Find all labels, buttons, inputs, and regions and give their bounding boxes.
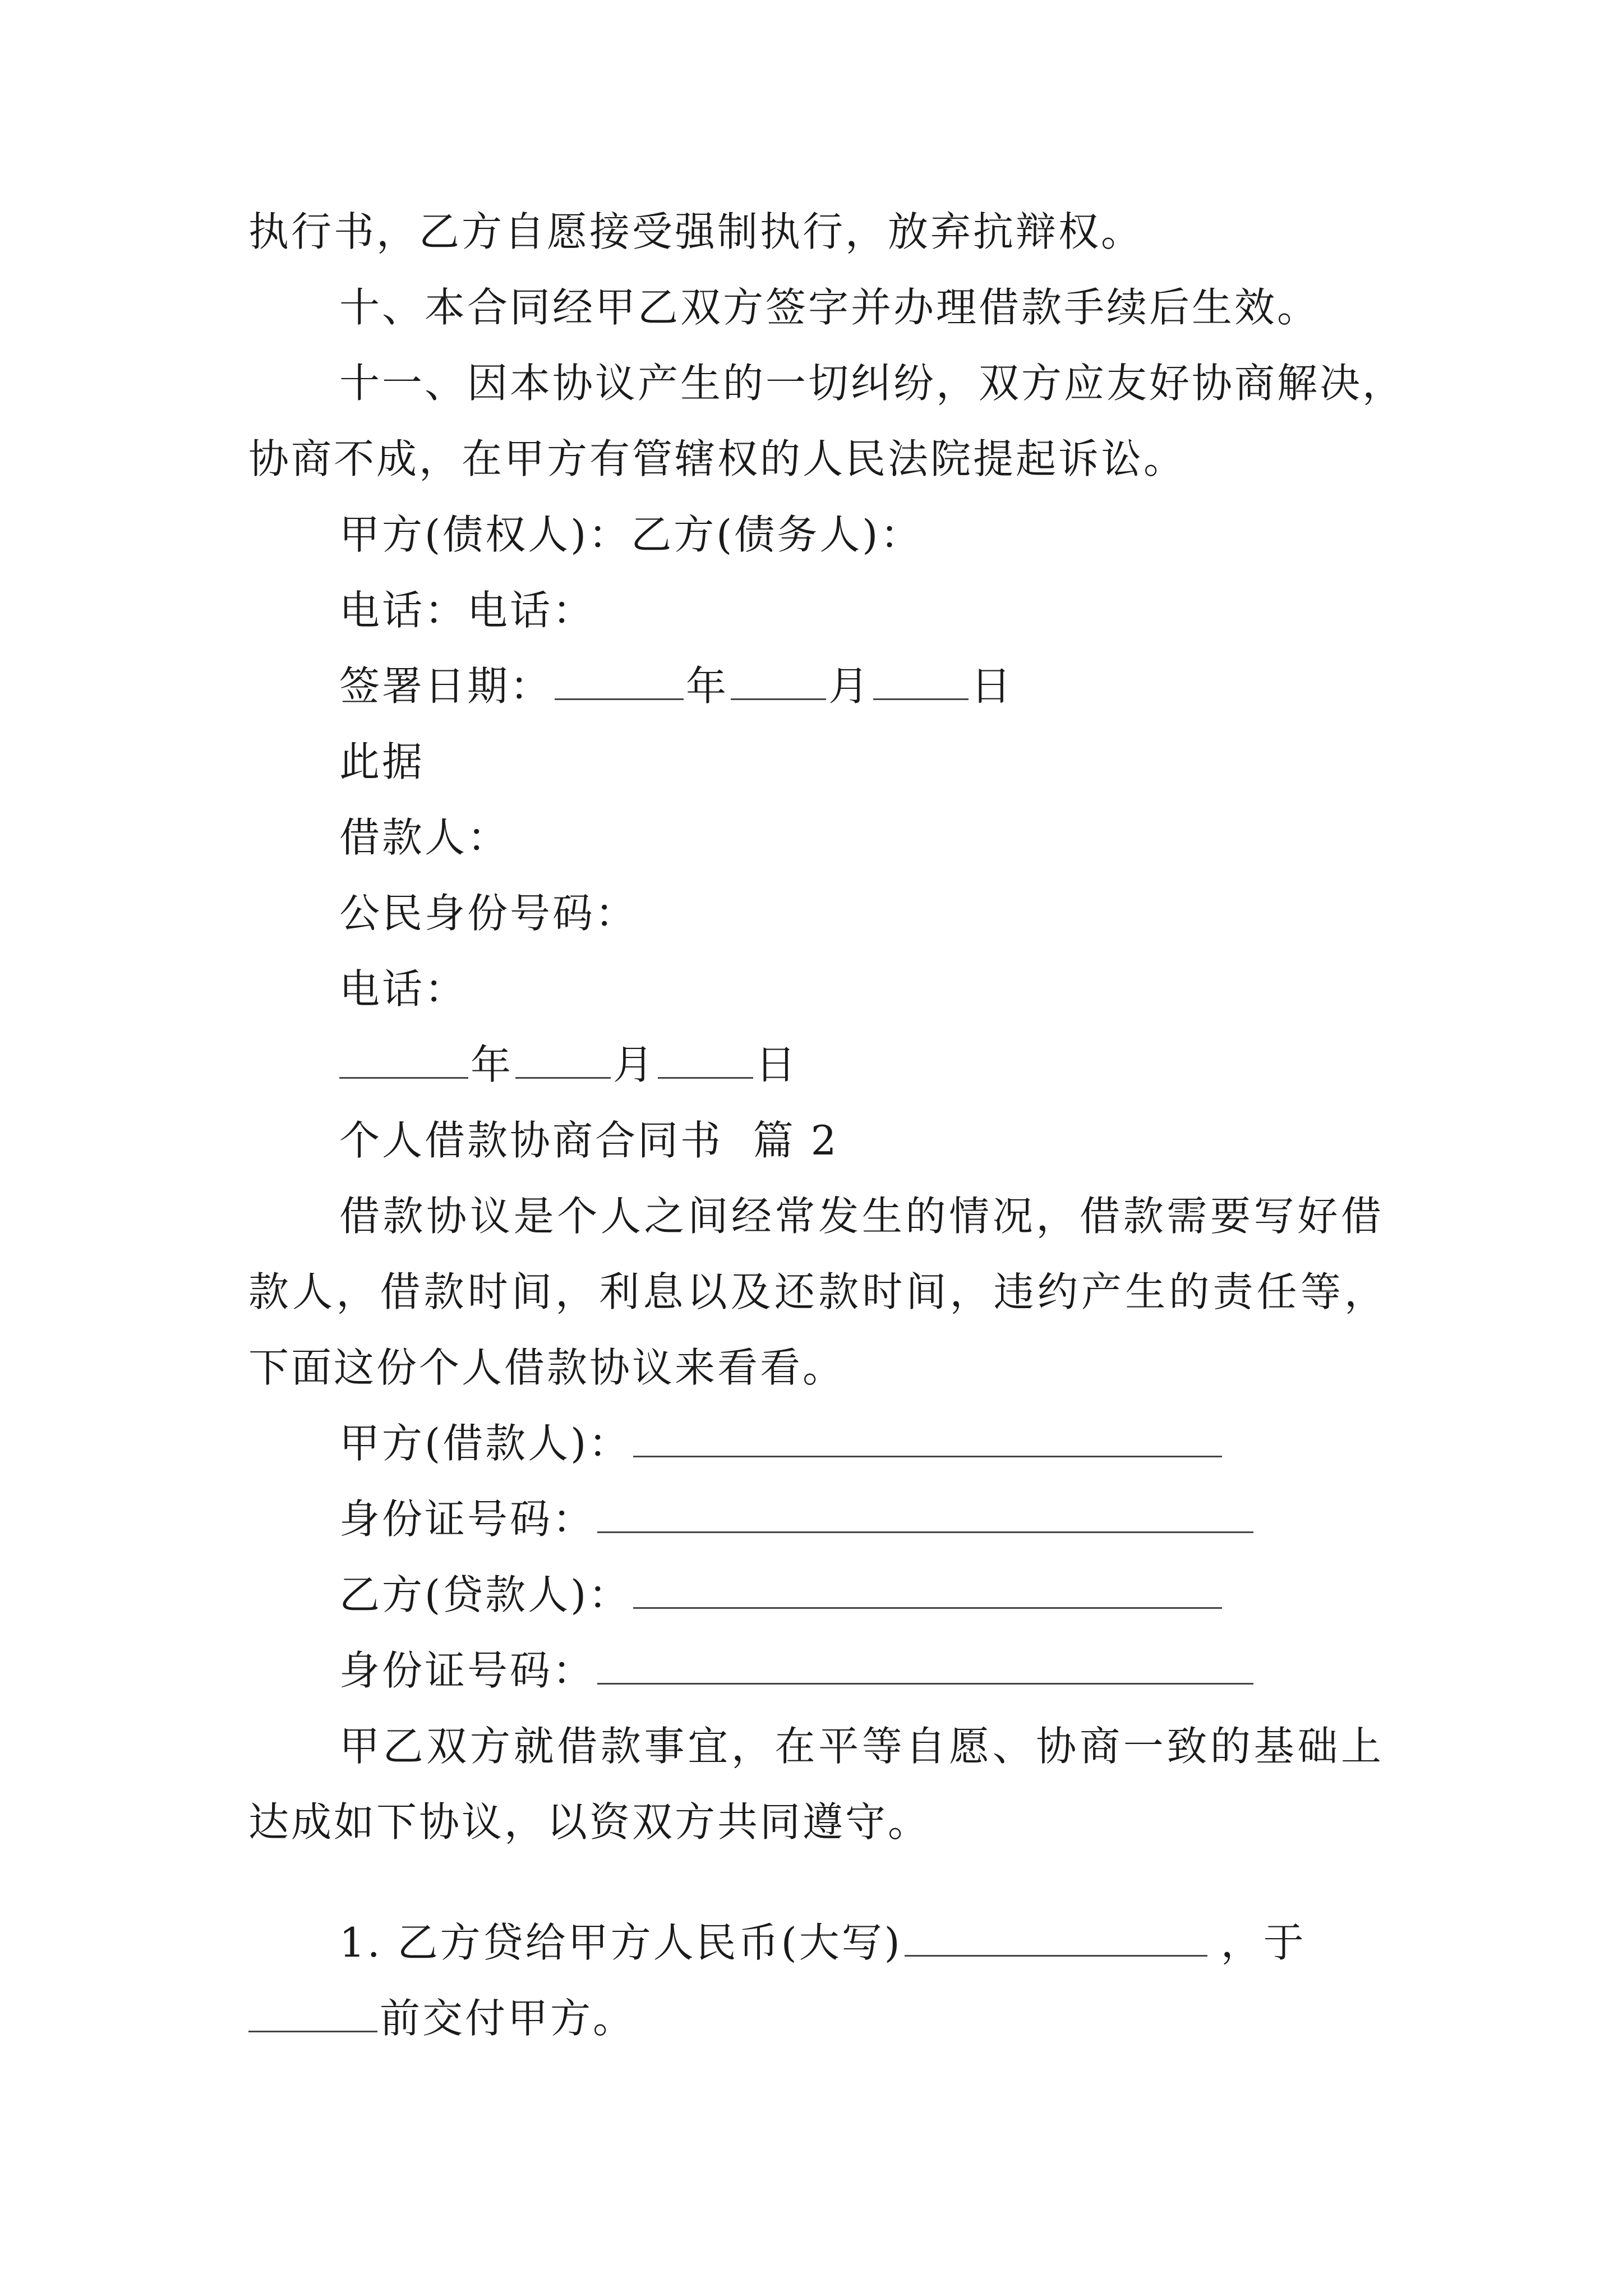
day-blank	[873, 659, 969, 700]
month-blank	[731, 659, 826, 700]
borrower-id-label: 身份证号码：	[339, 1496, 596, 1543]
lender-name-blank	[633, 1568, 1222, 1609]
clause-1-line-2-text: 前交付甲方。	[380, 1995, 636, 2042]
agreement-line-1: 甲乙双方就借款事宜，在平等自愿、协商一致的基础上	[339, 1723, 1384, 1770]
lender-party-line	[339, 1568, 1224, 1622]
amount-blank	[905, 1916, 1207, 1957]
borrower-party-line	[339, 1416, 1224, 1470]
phone-line-2: 电话：	[339, 965, 468, 1013]
clause-1-line-1	[339, 1916, 1306, 1970]
signing-date-label: 签署日期：	[339, 662, 553, 710]
signing-date-line	[339, 659, 1013, 713]
year-label: 年	[686, 662, 729, 710]
day-label: 日	[971, 662, 1014, 710]
paragraph-line: 执行书，乙方自愿接受强制执行，放弃抗辩权。	[248, 208, 1144, 255]
day-label-2: 日	[755, 1041, 799, 1088]
clause-11-line-1: 十一、因本协议产生的一切纠纷，双方应友好协商解决，	[339, 360, 1405, 407]
clause-1-label: 1. 乙方贷给甲方人民币(大写)	[339, 1919, 902, 1966]
clause-11-line-2: 协商不成，在甲方有管辖权的人民法院提起诉讼。	[248, 435, 1187, 482]
agreement-line-2: 达成如下协议，以资双方共同遵守。	[248, 1798, 931, 1846]
year-label-2: 年	[471, 1041, 514, 1088]
deadline-blank	[248, 1991, 377, 2032]
intro-line-1: 借款协议是个人之间经常发生的情况，借款需要写好借	[339, 1193, 1384, 1240]
clause-1-line-2	[248, 1991, 635, 2045]
party-signature-line: 甲方(债权人)：乙方(债务人)：	[339, 511, 923, 558]
intro-line-3: 下面这份个人借款协议来看看。	[248, 1344, 846, 1391]
intro-line-2: 款人，借款时间，利息以及还款时间，违约产生的责任等，	[248, 1268, 1387, 1315]
receipt-title: 此据	[339, 738, 425, 785]
year-blank-2	[339, 1038, 468, 1079]
clause-1-tail: ，于	[1220, 1919, 1306, 1966]
borrower-line: 借款人：	[339, 814, 510, 861]
clause-10: 十、本合同经甲乙双方签字并办理借款手续后生效。	[339, 284, 1320, 331]
year-blank	[555, 659, 684, 700]
phone-line: 电话：电话：	[339, 587, 596, 634]
borrower-id-blank	[597, 1492, 1253, 1533]
section-heading: 个人借款协商合同书 篇 2	[339, 1117, 839, 1164]
borrower-id-line	[339, 1492, 1256, 1546]
month-label-2: 月	[613, 1041, 656, 1088]
id-number-line: 公民身份号码：	[339, 890, 638, 937]
lender-id-label: 身份证号码：	[339, 1647, 596, 1694]
borrower-party-label: 甲方(借款人)：	[339, 1420, 631, 1467]
lender-id-blank	[597, 1644, 1253, 1685]
day-blank-2	[658, 1038, 753, 1079]
month-label: 月	[828, 662, 872, 710]
lender-party-label: 乙方(贷款人)：	[339, 1571, 631, 1618]
lender-id-line	[339, 1644, 1256, 1697]
month-blank-2	[515, 1038, 611, 1079]
borrower-name-blank	[633, 1416, 1222, 1457]
date-line	[339, 1038, 798, 1092]
